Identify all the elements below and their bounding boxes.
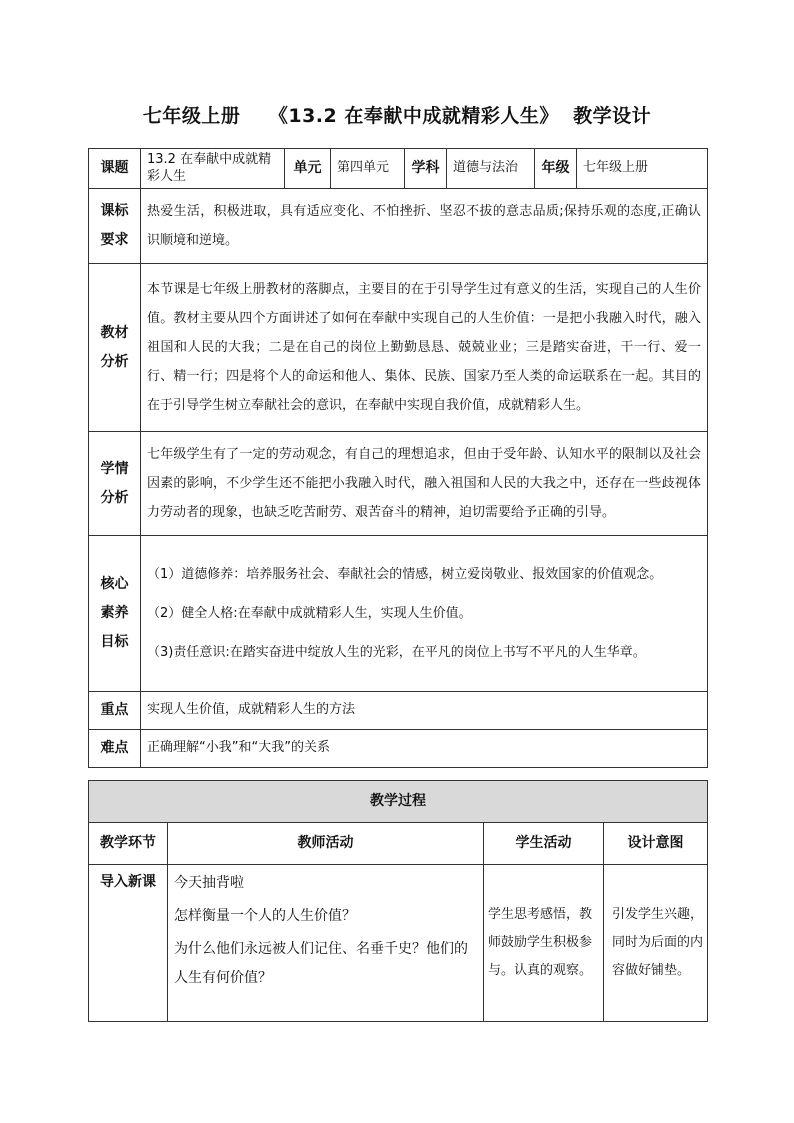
- subject-value: 道德与法治: [447, 149, 535, 189]
- standards-text: 热爱生活，积极进取，具有适应变化、不怕挫折、坚忍不拔的意志品质;保持乐观的态度,正确认识顺境和逆境。: [141, 189, 708, 264]
- literacy-item-1: （1）道德修养：培养服务社会、奉献社会的情感，树立爱岗敬业、报效国家的价值观念。: [147, 567, 663, 582]
- students-row: [89, 432, 708, 536]
- process-row-intro: [89, 865, 708, 1022]
- material-text: 本节课是七年级上册教材的落脚点，主要目的在于引导学生过有意义的生活，实现自己的人生价值。教材主要从四个方面讲述了如何在奉献中实现自己的人生价值：一是把小我融入时代，融入祖国和人民的大我；二是在自己的岗位上勤勤恳恳、兢兢业业；三是踏实奋进，干一行、爱一行、精一行；四是将个人的命运和他人、集体、民族、国家乃至人类的命运联系在一起。其目的在于引导学生树立奉献社会的意识，在奉献中实现自我价值，成就精彩人生。: [141, 264, 708, 432]
- key-point-label: 重点: [89, 692, 141, 730]
- design-table: [88, 148, 708, 768]
- process-table: [88, 780, 708, 1022]
- literacy-label-line2: 素养: [100, 605, 129, 621]
- difficulty-label: 难点: [89, 730, 141, 768]
- difficulty-row: [89, 730, 708, 768]
- stage-intro: 导入新课: [89, 865, 168, 1022]
- col-intent: 设计意图: [604, 823, 708, 865]
- process-heading-row: [89, 781, 708, 823]
- process-heading: 教学过程: [89, 781, 708, 823]
- key-point-text: 实现人生价值，成就精彩人生的方法: [141, 692, 708, 730]
- literacy-text: [141, 536, 708, 692]
- material-label-line1: 教材: [100, 324, 129, 341]
- standards-label-line1: 课标: [100, 203, 129, 219]
- literacy-row: [89, 536, 708, 692]
- teacher-line-3: 为什么他们永远被人们记住、名垂千史？他们的人生有何价值？: [174, 941, 468, 986]
- col-stage: 教学环节: [89, 823, 168, 865]
- difficulty-text: 正确理解“小我”和“大我”的关系: [141, 730, 708, 768]
- design-intent: 引发学生兴趣，同时为后面的内容做好铺垫。: [604, 865, 708, 1022]
- material-label: [89, 264, 141, 432]
- page-title: 七年级上册 《13.2 在奉献中成就精彩人生》 教学设计: [142, 105, 652, 127]
- teacher-line-2: 怎样衡量一个人的人生价值？: [174, 908, 356, 924]
- students-label-line1: 学情: [100, 460, 129, 477]
- grade-value: 七年级上册: [577, 149, 708, 189]
- students-label: [89, 432, 141, 536]
- process-columns-row: [89, 823, 708, 865]
- topic-value: 13.2 在奉献中成就精彩人生: [141, 149, 285, 189]
- teacher-line-1: 今天抽背啦: [174, 875, 244, 891]
- literacy-label: [89, 536, 141, 692]
- literacy-item-3: （3)责任意识:在踏实奋进中绽放人生的光彩，在平凡的岗位上书写不平凡的人生华章。: [147, 645, 646, 660]
- subject-label: 学科: [405, 149, 447, 189]
- col-student: 学生活动: [484, 823, 604, 865]
- students-label-line2: 分析: [100, 489, 129, 506]
- material-row: [89, 264, 708, 432]
- unit-value: 第四单元: [331, 149, 405, 189]
- standards-label-line2: 要求: [100, 232, 129, 248]
- teacher-activity: [168, 865, 484, 1022]
- unit-label: 单元: [285, 149, 331, 189]
- key-point-row: [89, 692, 708, 730]
- standards-label: [89, 189, 141, 264]
- students-text: 七年级学生有了一定的劳动观念，有自己的理想追求，但由于受年龄、认知水平的限制以及社会因素的影响，不少学生还不能把小我融入时代，融入祖国和人民的大我之中，还存在一些歧视体力劳动者的现象，也缺乏吃苦耐劳、艰苦奋斗的精神，迫切需要给予正确的引导。: [141, 432, 708, 536]
- material-label-line2: 分析: [100, 353, 129, 370]
- literacy-label-line3: 目标: [100, 634, 129, 650]
- literacy-item-2: （2）健全人格:在奉献中成就精彩人生，实现人生价值。: [147, 606, 472, 621]
- literacy-label-line1: 核心: [100, 576, 129, 592]
- col-teacher: 教师活动: [168, 823, 484, 865]
- header-row: [89, 149, 708, 189]
- grade-label: 年级: [535, 149, 577, 189]
- standards-row: [89, 189, 708, 264]
- topic-label: 课题: [89, 149, 141, 189]
- student-activity: 学生思考感悟，教师鼓励学生积极参与。认真的观察。: [484, 865, 604, 1022]
